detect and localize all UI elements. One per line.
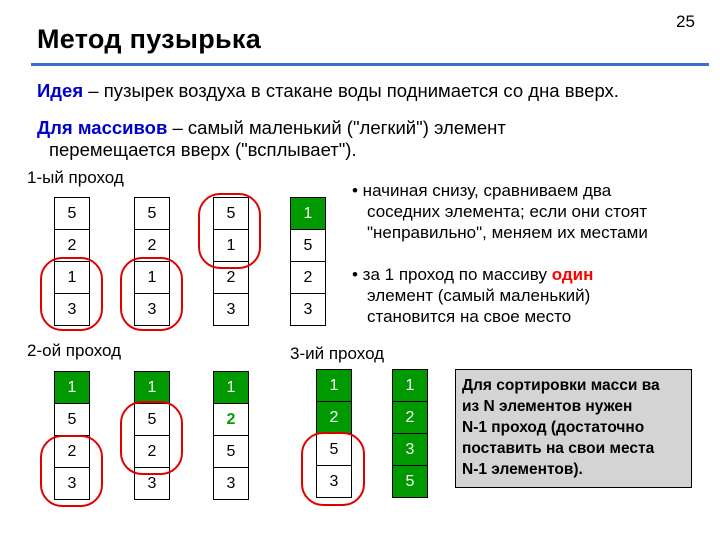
array-cell: 1: [55, 262, 89, 294]
third-pass-label: 3-ий проход: [290, 344, 385, 363]
array-cell: 2: [55, 436, 89, 468]
array-cell-sorted: 1: [317, 370, 351, 402]
second-pass-label: 2-ой проход: [27, 341, 122, 360]
array-cell: 5: [135, 198, 169, 230]
bullet-one-pass-line-2: элемент (самый маленький): [367, 286, 591, 305]
array-cell-sorted: 1: [214, 372, 248, 404]
array-cell: 2: [291, 262, 325, 294]
page-number: 25: [676, 12, 695, 31]
arrays-text-1: – самый маленький ("легкий") элемент: [167, 117, 506, 138]
bullet-one-pass-line-1: [352, 264, 593, 285]
bullet-compare-line-1: • начиная снизу, сравниваем два: [352, 181, 612, 200]
array-cell-sorted: 5: [393, 466, 427, 497]
arrays-keyword: Для массивов: [37, 117, 168, 138]
array-cell: 2: [55, 230, 89, 262]
array-cell: 5: [135, 404, 169, 436]
compare-circle: [40, 257, 103, 331]
idea-line: [37, 80, 619, 102]
arrays-line-1: [37, 117, 506, 139]
array-cell-sorted: 1: [55, 372, 89, 404]
array-cell: 1: [135, 262, 169, 294]
array-cell: 3: [329, 472, 339, 490]
bullet-compare-line-3: "неправильно", меняем их местами: [367, 223, 648, 242]
second-pass-step-3: [213, 371, 249, 500]
array-cell-sorted: 1: [393, 370, 427, 402]
array-cell: 5: [291, 230, 325, 262]
array-cell: 5: [214, 436, 248, 468]
idea-keyword: Идея: [37, 80, 84, 101]
compare-circle: [40, 435, 103, 507]
title-divider: [31, 63, 709, 66]
third-pass-step-2: [392, 369, 428, 498]
array-cell: 3: [303, 300, 313, 318]
array-cell: 5: [55, 198, 89, 230]
bullet-one-pass-line-3: становится на свое место: [367, 307, 572, 326]
compare-circle: [120, 401, 183, 475]
array-cell: 3: [67, 474, 77, 492]
array-cell: 3: [67, 300, 77, 318]
note-box: Для сортировки масси ва из N элементов нужен N-1 проход (достаточно поставить на свои места N-1 элементов).: [455, 369, 692, 488]
compare-circle: [198, 193, 261, 269]
bullet-one-pass: [352, 264, 593, 327]
bullet-compare-line-2: соседних элемента; если они стоят: [367, 202, 648, 221]
array-cell: 5: [55, 404, 89, 436]
bullet-one-pass-text: • за 1 проход по массиву: [352, 265, 552, 284]
array-cell: 5: [317, 434, 351, 466]
bullet-compare: [352, 180, 648, 243]
compare-circle: [301, 432, 365, 506]
compare-circle: [120, 257, 183, 331]
array-cell-sorted: 1: [135, 372, 169, 404]
array-cell: 5: [214, 198, 248, 230]
first-pass-label: 1-ый проход: [27, 168, 124, 187]
highlight-one: один: [551, 265, 594, 284]
first-pass-step-4: [290, 197, 326, 326]
idea-text: – пузырек воздуха в стакане воды поднимается со дна вверх.: [83, 80, 619, 101]
array-cell: 3: [226, 300, 236, 318]
array-cell: 3: [226, 474, 236, 492]
array-cell: 2: [214, 262, 248, 294]
array-cell: 3: [147, 474, 157, 492]
array-cell: 1: [214, 230, 248, 262]
array-cell: 3: [147, 300, 157, 318]
arrays-line-2: перемещается вверх ("всплывает").: [49, 139, 357, 160]
array-cell-sorted: 3: [393, 434, 427, 466]
array-cell-placed: 2: [214, 404, 248, 436]
array-cell-sorted: 2: [393, 402, 427, 434]
page-title: Метод пузырька: [37, 24, 262, 54]
array-cell: 2: [135, 230, 169, 262]
array-cell-sorted: 2: [317, 402, 351, 434]
array-cell: 2: [135, 436, 169, 468]
array-cell-sorted: 1: [291, 198, 325, 230]
